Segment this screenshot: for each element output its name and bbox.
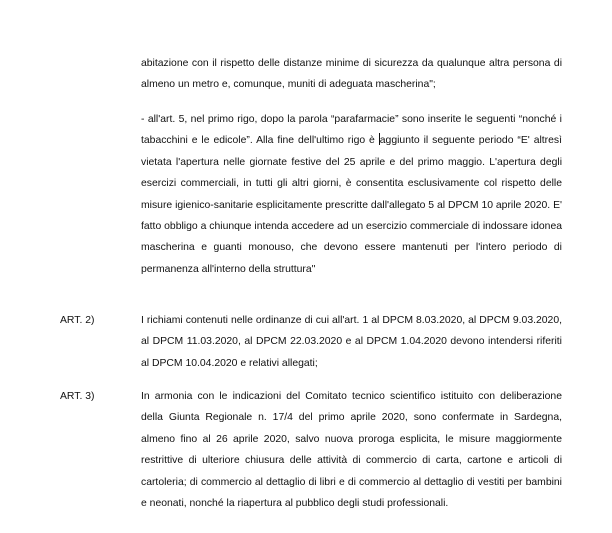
art5-text-before-cursor: - all'art. 5, nel primo rigo, dopo la parola “parafarmacie” sono inserite le seguenti “nonché i tabacchini e le edicole”. Alla fine dell'ultimo rigo è xyxy=(141,114,562,147)
article-3-label: ART. 3) xyxy=(60,391,95,402)
art5-amendment-paragraph xyxy=(141,109,562,280)
art5-text-after-cursor: aggiunto il seguente periodo “E' altresì vietata l'apertura nelle giornate festive del 25 aprile e del primo maggio. L'apertura degli esercizi commerciali, in tutti gli altri giorni, è consentita esclusivamente col rispetto delle misure igienico-sanitarie esplicitamente prescritte dall'allegato 5 al DPCM 10 aprile 2020. E' fatto obbligo a chiunque intenda accedere ad un esercizio commerciale di indossare idonea mascherina e guanti monouso, che devono essere mantenuti per l'intero periodo di permanenza all'interno della struttura" xyxy=(141,135,562,275)
article-2-text: I richiami contenuti nelle ordinanze di cui all'art. 1 al DPCM 8.03.2020, al DPCM 9.03.2020, al DPCM 11.03.2020, al DPCM 22.03.2020 e al DPCM 1.04.2020 devono intendersi riferiti al DPCM 10.04.2020 e relativi allegati; xyxy=(141,315,562,369)
article-3-text: In armonia con le indicazioni del Comitato tecnico scientifico istituito con deliberazione della Giunta Regionale n. 17/4 del primo aprile 2020, sono confermate in Sardegna, almeno fino al 26 aprile 2020, salvo nuova proroga esplicita, le misure maggiormente restrittive di ulteriore chiusura delle attività di commercio di carta, cartone e articoli di cartoleria; di commercio al dettaglio di libri e di commercio al dettaglio di vestiti per bambini e neonati, nonché la riapertura al pubblico degli studi professionali. xyxy=(141,391,562,510)
article-2-label: ART. 2) xyxy=(60,315,95,326)
intro-paragraph: abitazione con il rispetto delle distanze minime di sicurezza da qualunque altra persona di almeno un metro e, comunque, muniti di adeguata mascherina"; xyxy=(141,58,562,91)
